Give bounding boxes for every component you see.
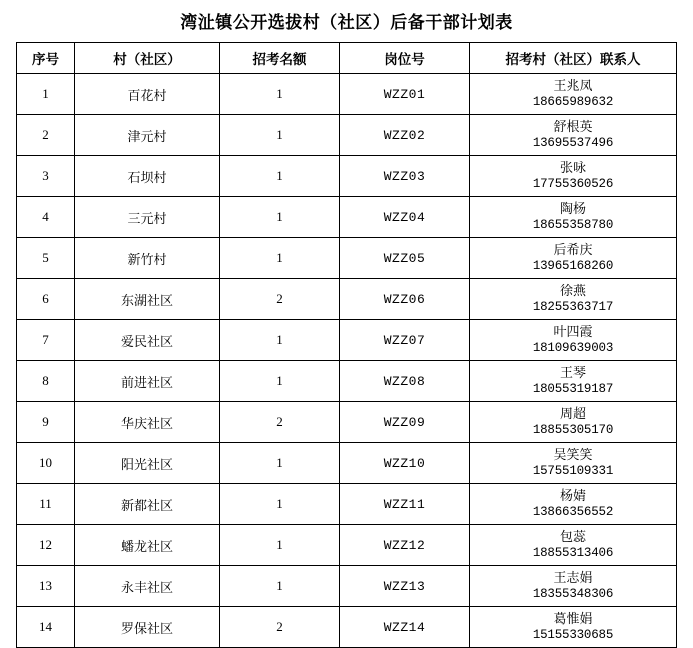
cell-village: 新竹村 [75, 238, 220, 279]
cell-village: 阳光社区 [75, 443, 220, 484]
table-row [17, 74, 677, 115]
cell-index: 8 [17, 361, 75, 402]
column-header-village: 村（社区） [75, 43, 220, 74]
cell-quota: 1 [220, 74, 340, 115]
contact-name: 叶四霞 [553, 324, 593, 339]
contact-phone: 18855313406 [532, 546, 614, 560]
cell-village: 爱民社区 [75, 320, 220, 361]
cell-village: 石坝村 [75, 156, 220, 197]
cell-contact [470, 525, 677, 566]
contact-phone: 18055319187 [532, 382, 614, 396]
cell-quota: 1 [220, 156, 340, 197]
cell-village: 百花村 [75, 74, 220, 115]
cell-contact [470, 156, 677, 197]
cell-contact [470, 279, 677, 320]
contact-phone: 13866356552 [532, 505, 614, 519]
cell-contact [470, 402, 677, 443]
contact-name: 包蕊 [559, 529, 586, 544]
cell-index: 11 [17, 484, 75, 525]
table-row [17, 443, 677, 484]
cell-village: 新都社区 [75, 484, 220, 525]
cell-village: 津元村 [75, 115, 220, 156]
cell-index: 13 [17, 566, 75, 607]
cell-village: 蟠龙社区 [75, 525, 220, 566]
contact-phone: 13965168260 [532, 259, 614, 273]
cell-post-number: WZZ12 [340, 525, 470, 566]
cell-post-number: WZZ08 [340, 361, 470, 402]
contact-phone: 18655358780 [532, 218, 614, 232]
cell-index: 2 [17, 115, 75, 156]
cell-post-number: WZZ02 [340, 115, 470, 156]
column-header-contact: 招考村（社区）联系人 [470, 43, 677, 74]
cell-quota: 1 [220, 197, 340, 238]
cell-index: 14 [17, 607, 75, 648]
contact-phone: 18255363717 [532, 300, 614, 314]
contact-name: 陶杨 [559, 201, 586, 216]
cell-index: 3 [17, 156, 75, 197]
contact-name: 王兆凤 [553, 78, 593, 93]
cell-village: 永丰社区 [75, 566, 220, 607]
table-header-row [17, 43, 677, 74]
cell-contact [470, 74, 677, 115]
contact-name: 吴笑笑 [553, 447, 593, 462]
cell-quota: 1 [220, 525, 340, 566]
cell-index: 6 [17, 279, 75, 320]
cell-contact [470, 320, 677, 361]
cell-post-number: WZZ09 [340, 402, 470, 443]
contact-name: 张咏 [559, 160, 586, 175]
page-title: 湾沚镇公开选拔村（社区）后备干部计划表 [180, 13, 513, 32]
column-header-index: 序号 [17, 43, 75, 74]
contact-phone: 15755109331 [532, 464, 614, 478]
contact-name: 葛惟娟 [553, 611, 593, 626]
cell-index: 7 [17, 320, 75, 361]
cell-post-number: WZZ10 [340, 443, 470, 484]
contact-phone: 18355348306 [532, 587, 614, 601]
table-row [17, 402, 677, 443]
contact-name: 周超 [559, 406, 586, 421]
cell-contact [470, 443, 677, 484]
cell-index: 9 [17, 402, 75, 443]
recruitment-plan-table [16, 42, 677, 648]
cell-village: 三元村 [75, 197, 220, 238]
cell-post-number: WZZ07 [340, 320, 470, 361]
contact-name: 后希庆 [553, 242, 593, 257]
cell-post-number: WZZ06 [340, 279, 470, 320]
table-row [17, 197, 677, 238]
contact-name: 王志娟 [553, 570, 593, 585]
cell-quota: 1 [220, 484, 340, 525]
cell-post-number: WZZ05 [340, 238, 470, 279]
cell-quota: 1 [220, 566, 340, 607]
table-body [17, 74, 677, 648]
cell-index: 10 [17, 443, 75, 484]
cell-quota: 1 [220, 361, 340, 402]
cell-contact [470, 607, 677, 648]
cell-quota: 1 [220, 238, 340, 279]
cell-quota: 2 [220, 607, 340, 648]
cell-contact [470, 238, 677, 279]
cell-village: 东湖社区 [75, 279, 220, 320]
cell-index: 5 [17, 238, 75, 279]
contact-name: 徐燕 [559, 283, 586, 298]
table-row [17, 238, 677, 279]
cell-contact [470, 484, 677, 525]
cell-contact [470, 566, 677, 607]
cell-index: 1 [17, 74, 75, 115]
table-row [17, 115, 677, 156]
cell-post-number: WZZ11 [340, 484, 470, 525]
contact-name: 王琴 [559, 365, 586, 380]
contact-phone: 18665989632 [532, 95, 614, 109]
cell-post-number: WZZ13 [340, 566, 470, 607]
cell-quota: 1 [220, 115, 340, 156]
contact-phone: 18109639003 [532, 341, 614, 355]
table-row [17, 607, 677, 648]
contact-name: 舒根英 [553, 119, 593, 134]
contact-phone: 18855305170 [532, 423, 614, 437]
table-row [17, 484, 677, 525]
cell-quota: 1 [220, 320, 340, 361]
cell-village: 前进社区 [75, 361, 220, 402]
cell-post-number: WZZ04 [340, 197, 470, 238]
cell-quota: 2 [220, 402, 340, 443]
table-row [17, 279, 677, 320]
contact-phone: 17755360526 [532, 177, 614, 191]
contact-name: 杨婧 [559, 488, 586, 503]
cell-contact [470, 197, 677, 238]
contact-phone: 15155330685 [532, 628, 614, 642]
cell-quota: 1 [220, 443, 340, 484]
table-header [17, 43, 677, 74]
table-row [17, 566, 677, 607]
column-header-quota: 招考名额 [220, 43, 340, 74]
cell-village: 华庆社区 [75, 402, 220, 443]
cell-post-number: WZZ01 [340, 74, 470, 115]
cell-post-number: WZZ03 [340, 156, 470, 197]
table-row [17, 361, 677, 402]
table-row [17, 320, 677, 361]
table-row [17, 525, 677, 566]
cell-index: 4 [17, 197, 75, 238]
contact-phone: 13695537496 [532, 136, 614, 150]
table-row [17, 156, 677, 197]
cell-index: 12 [17, 525, 75, 566]
cell-contact [470, 361, 677, 402]
cell-quota: 2 [220, 279, 340, 320]
cell-contact [470, 115, 677, 156]
cell-post-number: WZZ14 [340, 607, 470, 648]
column-header-post-number: 岗位号 [340, 43, 470, 74]
cell-village: 罗保社区 [75, 607, 220, 648]
